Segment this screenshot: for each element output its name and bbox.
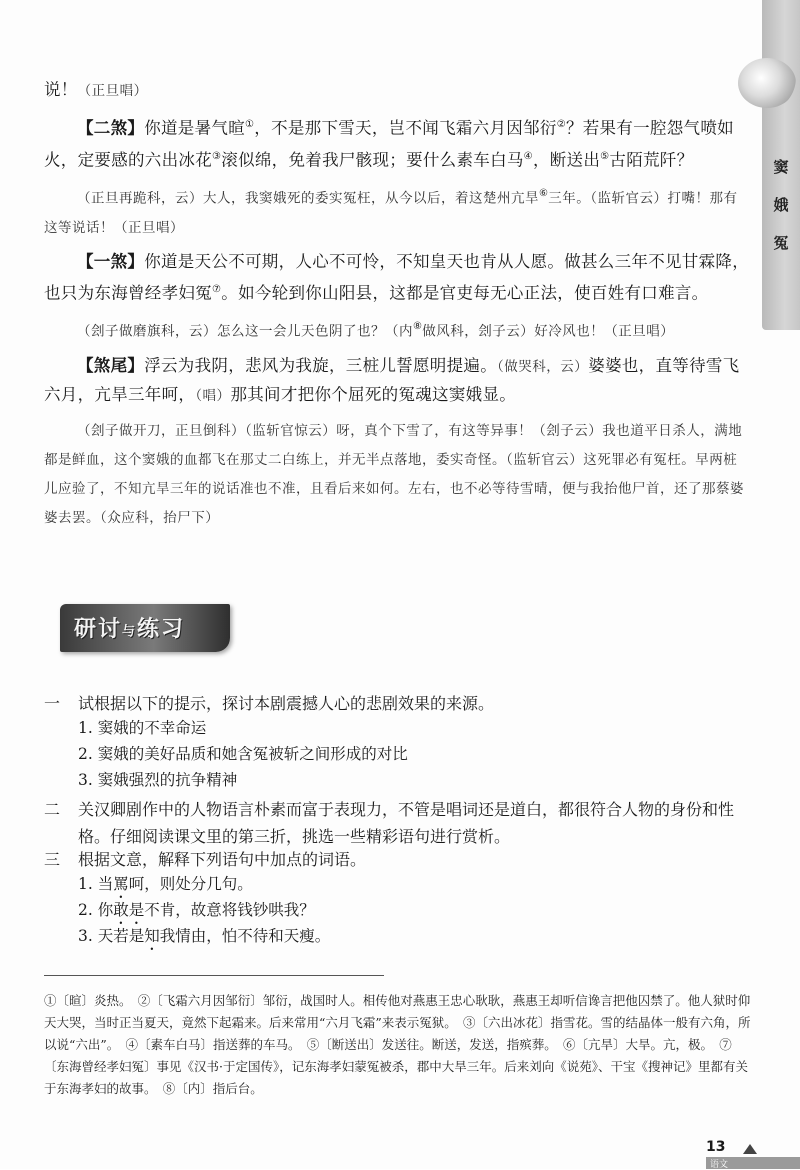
footnote-marker: ⑧ (413, 321, 423, 332)
dotted-word: 罵 (113, 875, 129, 893)
item-text: 2. 你 (78, 901, 114, 919)
exercise-text: 根据文意，解释下列语句中加点的词语。 (78, 850, 367, 869)
aria-label: 【煞尾】 (77, 355, 145, 375)
script-line-0 (44, 76, 750, 105)
exercise-1-item: 2. 窦娥的美好品质和她含冤被斩之间形成的对比 (78, 745, 408, 763)
aria-text: 。如今轮到你山阳县，这都是官吏每无心正法，使百姓有口难言。 (221, 283, 709, 302)
footnote-marker: ④ (523, 150, 533, 162)
stage-direction: （刽子做开刀，正旦倒科）（监斩官惊云）呀，真个下雪了，有这等异事！（刽子云）我也道平日杀人，满地都是鲜血，这个窦娥的血都飞在那丈二白练上，并无半点落地，委实奇怪。（监斩官云）这死罪必有冤枉。早两桩儿应验了，不知亢旱三年的说话准也不准，且看后来如何。左右，也不必等待雪晴，便与我抬他尸首，还了那蔡婆婆去罢。（众应科，抬尸下） (44, 422, 744, 526)
item-text: 1. 当 (78, 875, 114, 893)
side-title-char: 冤 (773, 234, 789, 252)
exercise-number: 一 (44, 694, 61, 713)
footnote-marker: ③ (212, 150, 222, 162)
dialogue-text: 说！ (44, 80, 78, 99)
stage-direction-block (44, 416, 750, 532)
stage-direction-block (44, 180, 750, 242)
dotted-word: 敢是 (113, 901, 145, 919)
book-corner-icon (742, 1142, 758, 1156)
footnote-marker: ① (245, 119, 255, 130)
stage-direction: 三年。（监斩官云）打嘴！那有这等说话！（正旦唱） (44, 190, 738, 236)
aria-text: 浮云为我阴，悲风为我旋，三桩儿誓愿明提遍。 (144, 355, 498, 375)
banner-connector: 与 (122, 624, 138, 640)
side-title-char: 窦 (773, 158, 789, 176)
page-number: 13 (706, 1139, 726, 1155)
stage-direction: （刽子做磨旗科，云）怎么这一会儿天色阴了也？（内 (77, 323, 413, 340)
exercise-1-item: 3. 窦娥强烈的抗争精神 (78, 771, 238, 789)
exercise-text: 试根据以下的提示，探讨本剧震撼人心的悲剧效果的来源。 (78, 694, 495, 713)
aria-yi-sha (44, 248, 750, 308)
aria-text: 古陌荒阡？ (609, 150, 694, 169)
stage-direction-block (44, 313, 750, 346)
stage-direction: 做风科，刽子云）好冷风也！（正旦唱） (422, 323, 675, 340)
footnote-marker: ⑦ (212, 283, 222, 295)
footnote-divider (44, 975, 384, 976)
side-title-char: 娥 (773, 196, 789, 214)
stage-direction: （正旦唱） (77, 83, 148, 99)
script-text (44, 76, 750, 538)
stage-direction: （唱） (195, 387, 231, 404)
footnote-marker: ⑤ (600, 150, 610, 162)
footnote-marker: ⑥ (539, 188, 549, 199)
aria-text: 你道是暑气暄 (144, 118, 246, 138)
aria-text: 你道是天公不可期，人心不可怜，不知皇天也肯从人愿。做甚么三年不见甘霖降，也只为东海曾经孝妇冤 (44, 251, 750, 302)
exercise-2 (44, 796, 750, 850)
exercise-1 (44, 690, 750, 717)
exercise-3-item (78, 924, 330, 954)
item-text: 我情由，怕不待和天瘦。 (159, 927, 331, 945)
chapter-side-title (767, 148, 795, 262)
aria-text: 滚似绵，免着我尸骸现；要什么素车白马 (221, 150, 524, 169)
aria-text: ，不是那下雪天，岂不闻飞霜六月因邹衍 (254, 118, 557, 138)
aria-text: ，断送出 (532, 150, 601, 169)
item-text: 3. 天若是 (78, 927, 145, 945)
aria-text: 那其间才把你个屈死的冤魂这窦娥显。 (230, 384, 517, 404)
footnote-marker: ② (556, 119, 566, 130)
footer-subject-label: 语文 (710, 1160, 729, 1170)
dotted-word: 知 (144, 927, 160, 945)
section-banner-title (74, 612, 185, 643)
aria-text: ？若果有一腔怨气喷如火，定要感的六出冰花 (44, 118, 734, 169)
footnotes: ①〔暄〕炎热。 ②〔飞霜六月因邹衍〕邹衍，战国时人。相传他对燕惠王忠心耿耿，燕惠王却听信谗言把他囚禁了。他人狱时仰天大哭，当时正当夏天，竟然下起霜来。后来常用“六月飞霜”来表示冤狱。 ③〔六出冰花〕指雪花。雪的结晶体一般有六角，所以说“六出”。 ④〔素车白马〕指送葬的车马。 ⑤〔断送出〕发送往。断送，发送，指殡葬。 ⑥〔亢旱〕大旱。亢，极。 ⑦〔东海曾经孝妇冤〕事见《汉书·于定国传》，记东海孝妇蒙冤被杀，郡中大旱三年。后来刘向《说苑》、干宝《搜神记》里都有关于东海孝妇的故事。 ⑧〔内〕指后台。 (44, 993, 751, 1096)
aria-text: 婆婆也，直等待雪飞六月，亢旱三年呵， (44, 355, 740, 404)
banner-word: 研讨 (74, 617, 123, 642)
aria-sha-wei (44, 352, 750, 410)
exercise-3 (44, 846, 750, 873)
stage-direction: （正旦再跪科，云）大人，我窦娥死的委实冤枉，从今以后，着这楚州亢旱 (77, 190, 539, 207)
aria-er-sha (44, 111, 750, 174)
stage-direction: （做哭科，云） (497, 358, 589, 375)
aria-label: 【一煞】 (77, 251, 145, 271)
exercise-text: 关汉卿剧作中的人物语言朴素而富于表现力，不管是唱词还是道白，都很符合人物的身份和性格。仔细阅读课文里的第三折，挑选一些精彩语句进行赏析。 (78, 800, 735, 846)
exercise-number: 三 (44, 850, 61, 869)
banner-word: 练习 (137, 617, 186, 642)
item-text: 不肯，故意将钱钞哄我？ (144, 901, 315, 919)
exercise-number: 二 (44, 800, 61, 819)
exercise-1-item: 1. 窦娥的不幸命运 (78, 719, 207, 737)
item-text: 呵，则处分几句。 (128, 875, 253, 893)
aria-label: 【二煞】 (77, 118, 145, 138)
